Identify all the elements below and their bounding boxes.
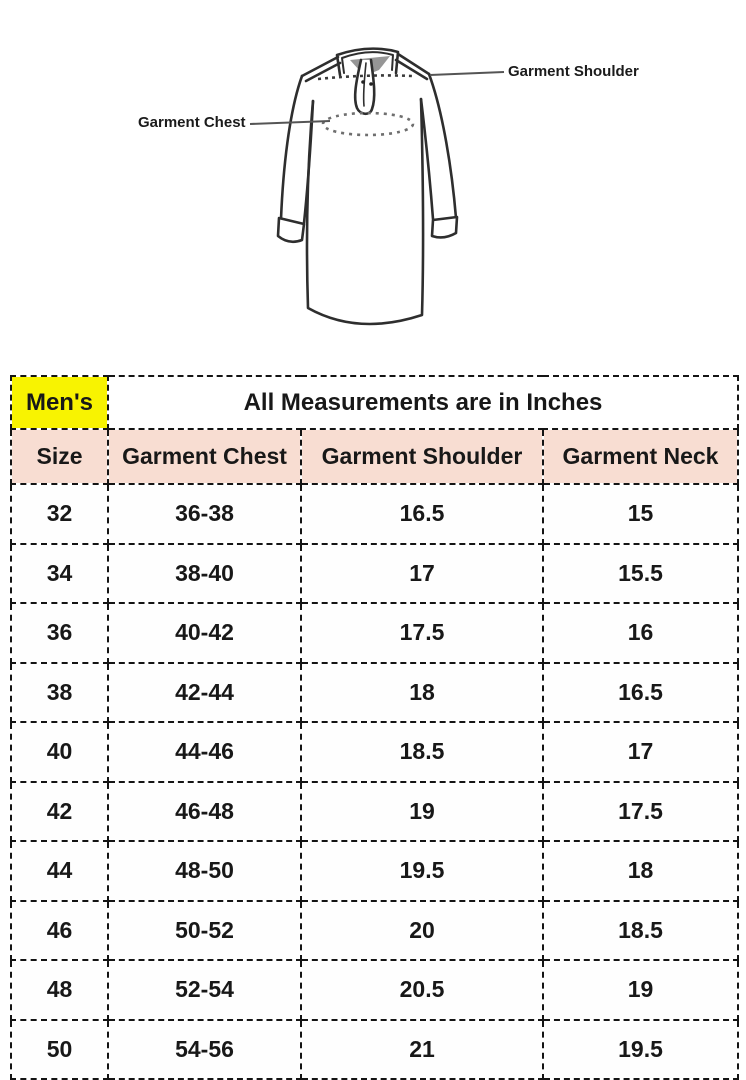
kurta-illustration [0, 0, 746, 372]
kurta-body [307, 99, 423, 324]
shoulder-leader-line [430, 72, 504, 75]
cell-garment-neck: 17 [543, 722, 738, 782]
cell-garment-shoulder: 18 [301, 663, 543, 723]
cell-size: 48 [11, 960, 108, 1020]
cell-garment-shoulder: 16.5 [301, 484, 543, 544]
cell-garment-shoulder: 20.5 [301, 960, 543, 1020]
cell-garment-shoulder: 19.5 [301, 841, 543, 901]
column-header-row [11, 429, 738, 484]
cell-garment-chest: 48-50 [108, 841, 301, 901]
table-row [11, 603, 738, 663]
table-row [11, 484, 738, 544]
cell-size: 44 [11, 841, 108, 901]
cell-garment-neck: 18 [543, 841, 738, 901]
table-row [11, 841, 738, 901]
cell-garment-shoulder: 20 [301, 901, 543, 961]
kurta-right-cuff [432, 217, 457, 237]
column-header-garment-chest: Garment Chest [108, 429, 301, 484]
cell-garment-shoulder: 19 [301, 782, 543, 842]
cell-garment-neck: 19 [543, 960, 738, 1020]
column-header-garment-shoulder: Garment Shoulder [301, 429, 543, 484]
cell-garment-neck: 15.5 [543, 544, 738, 604]
cell-size: 36 [11, 603, 108, 663]
cell-garment-chest: 54-56 [108, 1020, 301, 1080]
table-row [11, 722, 738, 782]
table-title-row [11, 376, 738, 429]
cell-size: 42 [11, 782, 108, 842]
column-header-size: Size [11, 429, 108, 484]
cell-garment-chest: 52-54 [108, 960, 301, 1020]
cell-garment-chest: 40-42 [108, 603, 301, 663]
cell-garment-neck: 15 [543, 484, 738, 544]
cell-size: 50 [11, 1020, 108, 1080]
cell-garment-shoulder: 21 [301, 1020, 543, 1080]
cell-size: 32 [11, 484, 108, 544]
cell-garment-chest: 42-44 [108, 663, 301, 723]
table-row [11, 901, 738, 961]
cell-size: 34 [11, 544, 108, 604]
cell-garment-neck: 17.5 [543, 782, 738, 842]
measurements-title: All Measurements are in Inches [108, 376, 738, 429]
table-row [11, 544, 738, 604]
category-cell: Men's [11, 376, 108, 429]
cell-garment-shoulder: 18.5 [301, 722, 543, 782]
size-table-body [11, 484, 738, 1079]
cell-garment-chest: 36-38 [108, 484, 301, 544]
table-row [11, 1020, 738, 1080]
cell-garment-shoulder: 17.5 [301, 603, 543, 663]
cell-garment-neck: 16.5 [543, 663, 738, 723]
cell-size: 40 [11, 722, 108, 782]
table-row [11, 960, 738, 1020]
column-header-garment-neck: Garment Neck [543, 429, 738, 484]
table-row [11, 782, 738, 842]
kurta-left-sleeve [281, 76, 302, 219]
garment-shoulder-label: Garment Shoulder [508, 63, 639, 80]
cell-garment-neck: 19.5 [543, 1020, 738, 1080]
cell-garment-neck: 18.5 [543, 901, 738, 961]
cell-garment-chest: 44-46 [108, 722, 301, 782]
placket-button [361, 80, 365, 84]
cell-garment-neck: 16 [543, 603, 738, 663]
cell-garment-chest: 38-40 [108, 544, 301, 604]
garment-chest-label: Garment Chest [138, 114, 246, 131]
cell-size: 46 [11, 901, 108, 961]
cell-size: 38 [11, 663, 108, 723]
cell-garment-shoulder: 17 [301, 544, 543, 604]
kurta-left-cuff [278, 218, 304, 242]
placket-button [369, 82, 373, 86]
kurta-right-sleeve [429, 74, 456, 218]
cell-garment-chest: 46-48 [108, 782, 301, 842]
garment-diagram [0, 0, 746, 372]
cell-garment-chest: 50-52 [108, 901, 301, 961]
size-table [10, 375, 739, 1080]
table-row [11, 663, 738, 723]
